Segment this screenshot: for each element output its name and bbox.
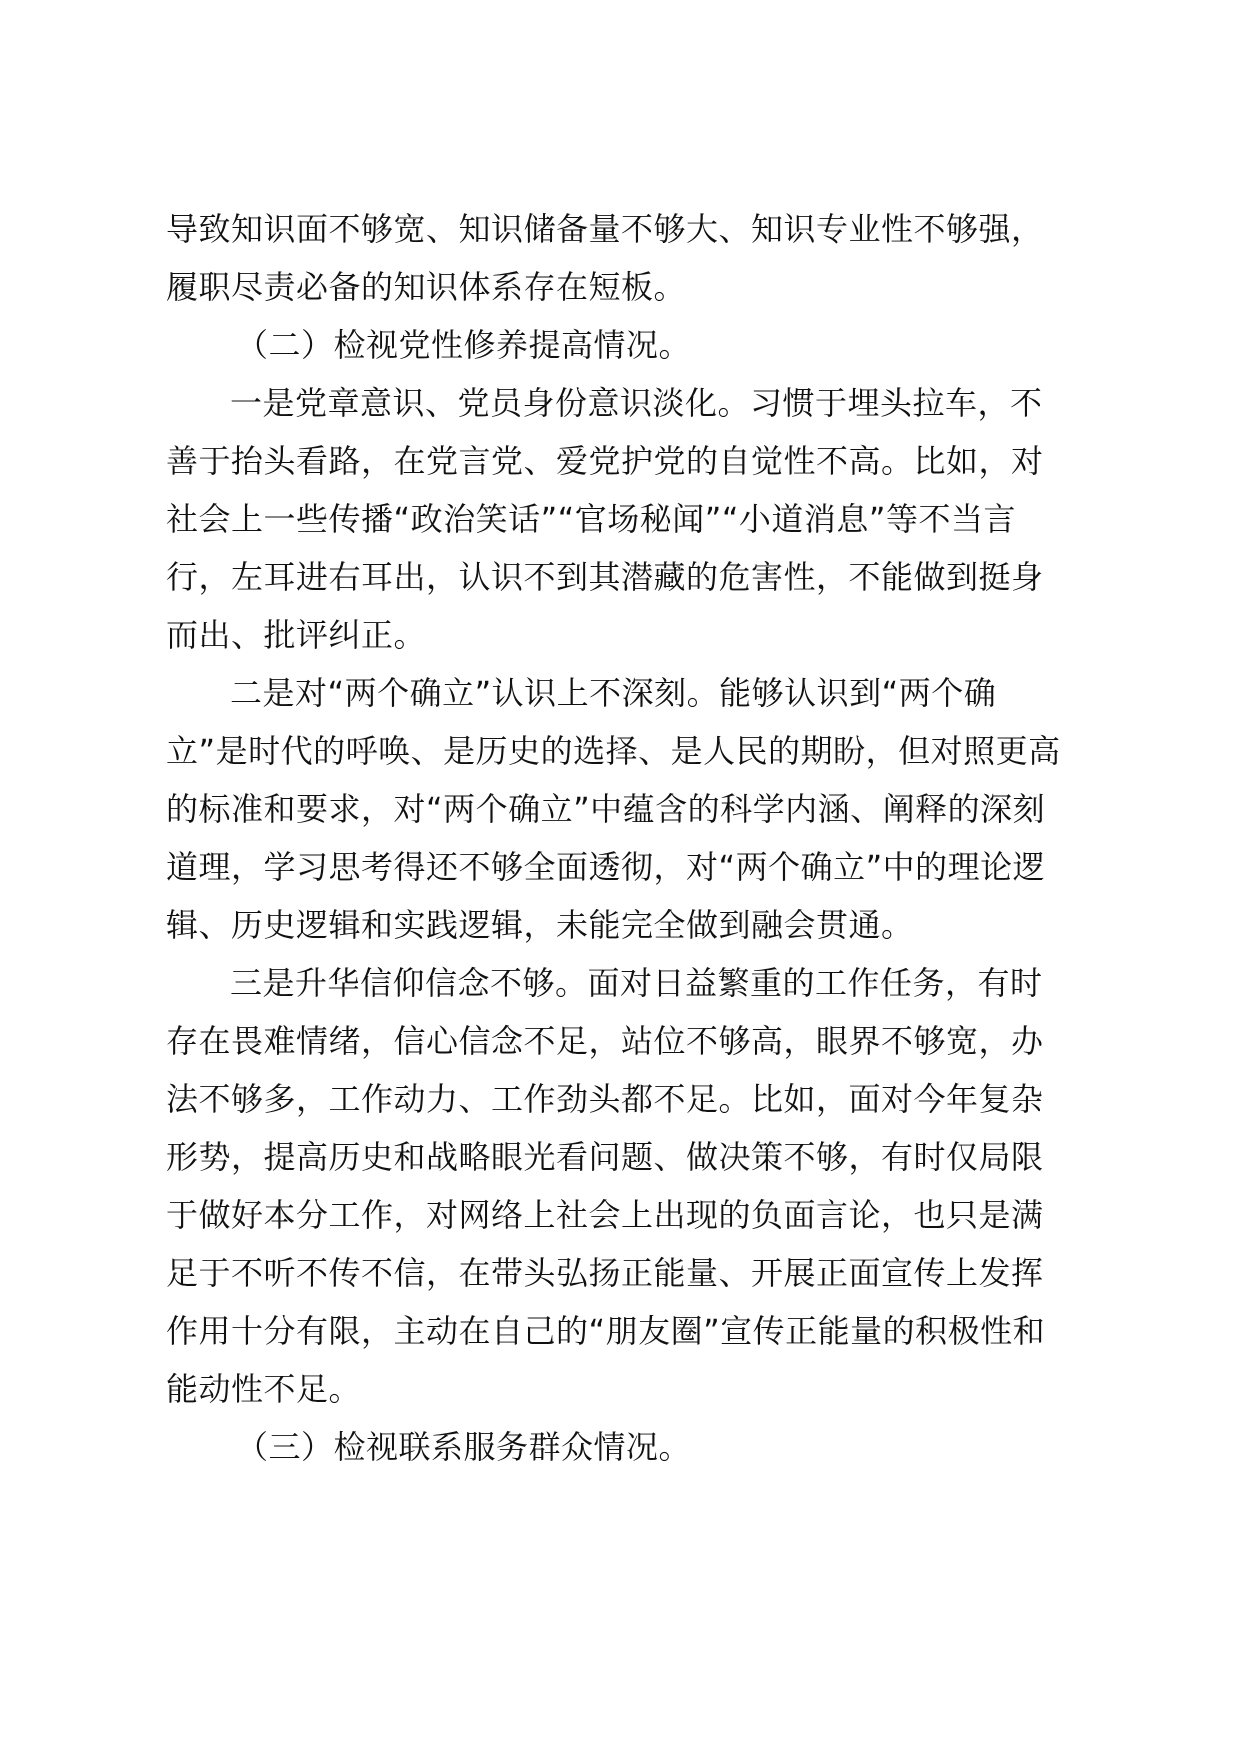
text-line: 善于抬头看路，在党言党、爱党护党的自觉性不高。比如，对: [166, 442, 1044, 480]
text-line: 道理，学习思考得还不够全面透彻，对“两个确立”中的理论逻: [166, 848, 1046, 886]
text-line: 辑、历史逻辑和实践逻辑，未能完全做到融会贯通。: [166, 906, 914, 944]
paragraph-first-line: 三是升华信仰信念不够。面对日益繁重的工作任务，有时: [230, 964, 1043, 1002]
paragraph-first-line: 一是党章意识、党员身份意识淡化。习惯于埋头拉车，不: [230, 384, 1043, 422]
text-line: 履职尽责必备的知识体系存在短板。: [166, 268, 687, 306]
paragraph-first-line: 二是对“两个确立”认识上不深刻。能够认识到“两个确: [230, 674, 997, 712]
section-heading-2: （二）检视党性修养提高情况。: [236, 326, 692, 364]
text-line: 立”是时代的呼唤、是历史的选择、是人民的期盼，但对照更高: [166, 732, 1061, 770]
text-line: 社会上一些传播“政治笑话”“官场秘闻”“小道消息”等不当言: [166, 500, 1016, 538]
document-body: [166, 200, 1084, 1476]
text-line: 而出、批评纠正。: [166, 616, 427, 654]
text-line: 作用十分有限，主动在自己的“朋友圈”宣传正能量的积极性和: [166, 1312, 1046, 1350]
text-line: 存在畏难情绪，信心信念不足，站位不够高，眼界不够宽，办: [166, 1022, 1044, 1060]
text-line: 能动性不足。: [166, 1370, 362, 1408]
text-line: 导致知识面不够宽、知识储备量不够大、知识专业性不够强，: [166, 210, 1044, 248]
text-line: 的标准和要求，对“两个确立”中蕴含的科学内涵、阐释的深刻: [166, 790, 1046, 828]
text-line: 足于不听不传不信，在带头弘扬正能量、开展正面宣传上发挥: [166, 1254, 1044, 1292]
text-line: 法不够多，工作动力、工作劲头都不足。比如，面对今年复杂: [166, 1080, 1044, 1118]
section-heading-3: （三）检视联系服务群众情况。: [236, 1428, 692, 1466]
text-line: 行，左耳进右耳出，认识不到其潜藏的危害性，不能做到挺身: [166, 558, 1044, 596]
text-line: 形势，提高历史和战略眼光看问题、做决策不够，有时仅局限: [166, 1138, 1044, 1176]
text-line: 于做好本分工作，对网络上社会上出现的负面言论，也只是满: [166, 1196, 1044, 1234]
